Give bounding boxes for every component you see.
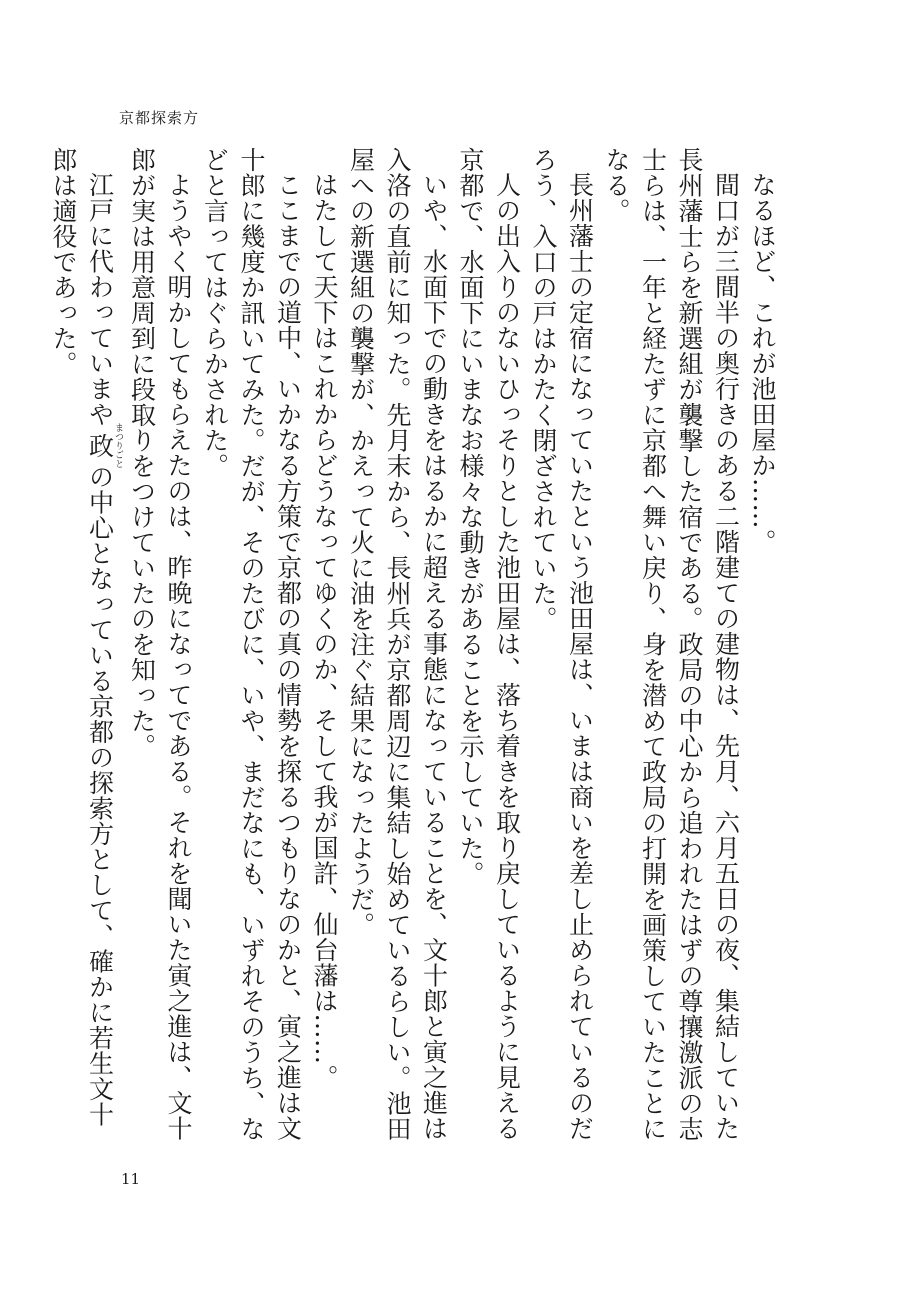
- paragraph: なるほど、これが池田屋か……。: [748, 172, 777, 555]
- paragraph: 人の出入りのないひっそりとした池田屋は、落ち着きを取り戻しているように見える京都で、水面下にいまなお様々な動きがあることを示していた。: [456, 147, 522, 1141]
- paragraph: ようやく明かしてもらえたのは、昨晩になってである。それを聞いた寅之進は、文十郎が実は用意周到に段取りをつけていたのを知った。: [127, 147, 193, 1141]
- vertical-body-text: [49, 147, 780, 1147]
- paragraph-final-before: 江戸に代わっていまや: [85, 172, 115, 427]
- ruby-reading: まつりごと: [113, 423, 123, 468]
- paragraph: はたして天下はこれからどうなってゆくのか、そして我が国許、仙台藩は……。: [310, 172, 339, 1090]
- paragraph: 間口が三間半の奥行きのある二階建ての建物は、先月、六月五日の夜、集結していた長州藩士らを新選組が襲撃した宿である。政局の中心から追われたはずの尊攘激派の志士らは、一年と経たずに京都へ舞い戻り、身を潜めて政局の打開を画策していたことになる。: [602, 147, 741, 1142]
- ruby-base: 政: [85, 423, 115, 468]
- page-number: 11: [121, 1170, 141, 1188]
- paragraph: 長州藩士の定宿になっていたという池田屋は、いまは商いを差し止められているのだろう、入口の戸はかたく閉ざされていた。: [529, 147, 595, 1141]
- paragraph-final-after: の中心となっている京都の探索方として、確かに若生文十郎は適役であった。: [49, 147, 115, 1127]
- paragraph: ここまでの道中、いかなる方策で京都の真の情勢を探るつもりなのかと、寅之進は文十郎に幾度か訊いてみた。だが、そのたびに、いや、まだなにも、いずれそのうち、などと言ってはぐらかされた。: [200, 147, 303, 1142]
- paragraph-final: [45, 147, 124, 1147]
- ruby-matsurigoto: [85, 423, 123, 468]
- paragraph: いや、水面下での動きをはるかに超える事態になっていることを、文十郎と寅之進は入洛の直前に知った。先月末から、長州兵が京都周辺に集結し始めているらしい。池田屋への新選組の襲撃が、かえって火に油を注ぐ結果になったようだ。: [346, 147, 449, 1142]
- running-header-title: 京都探索方: [119, 109, 200, 127]
